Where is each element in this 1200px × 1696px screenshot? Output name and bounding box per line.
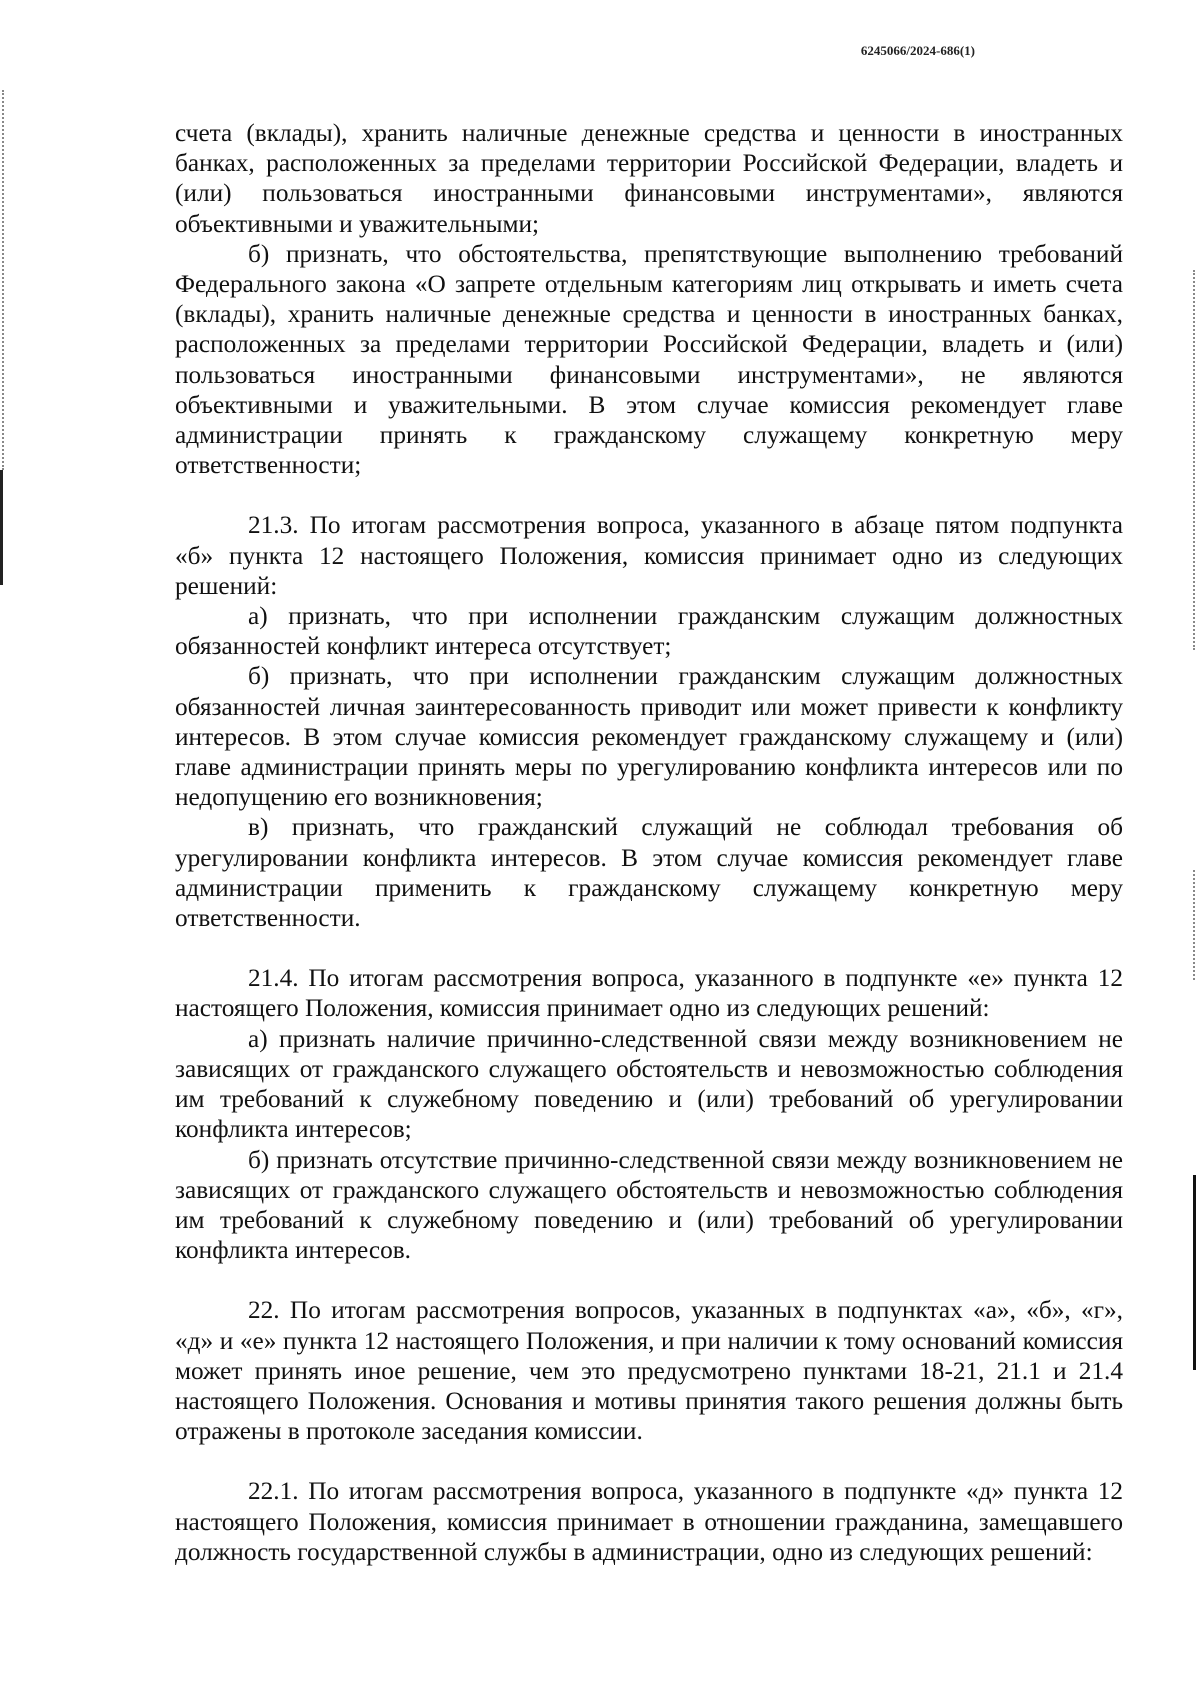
section-22-1: 22.1. По итогам рассмотрения вопроса, указанного в подпункте «д» пункта 12 настоящего Положения, комиссия принимает в отношении гражданина, замещавшего должность государственной службы в администрации, одно из следующих решений: <box>175 1477 1123 1566</box>
paragraph: б) признать, что обстоятельства, препятствующие выполнению требований Федерального закона «О запрете отдельным категориям лиц открывать и иметь счета (вклады), хранить наличные денежные средства и ценности в иностранных банках, расположенных за пределами территории Российской Федерации, владеть и (или) пользоваться иностранными финансовыми инструментами», не являются объективными и уважительными. В этом случае комиссия рекомендует главе администрации принять к гражданскому служащему конкретную меру ответственности; <box>175 239 1123 480</box>
paragraph: а) признать, что при исполнении гражданским служащим должностных обязанностей конфликт интереса отсутствует; <box>175 602 1123 661</box>
scan-dots-right-lower <box>1193 870 1197 980</box>
paragraph: б) признать, что при исполнении гражданским служащим должностных обязанностей личная заинтересованность приводит или может привести к конфликту интересов. В этом случае комиссия рекомендует гражданскому служащему и (или) главе администрации принять меры по урегулированию конфликта интересов или по недопущению его возникновения; <box>175 662 1123 812</box>
scan-dots-right <box>1193 270 1197 650</box>
document-body <box>175 118 1123 1567</box>
paragraph: б) признать отсутствие причинно-следственной связи между возникновением не зависящих от гражданского служащего обстоятельств и невозможностью соблюдения им требований к служебному поведению и (или) требований об урегулировании конфликта интересов. <box>175 1145 1123 1265</box>
scan-edge-right <box>1193 1175 1196 1370</box>
scan-edge-left <box>0 470 3 585</box>
paragraph: счета (вклады), хранить наличные денежные средства и ценности в иностранных банках, расположенных за пределами территории Российской Федерации, владеть и (или) пользоваться иностранными финансовыми инструментами», являются объективными и уважительными; <box>175 119 1123 238</box>
paragraph: а) признать наличие причинно-следственной связи между возникновением не зависящих от гражданского служащего обстоятельств и невозможностью соблюдения им требований к служебному поведению и (или) требований об урегулировании конфликта интересов; <box>175 1024 1123 1144</box>
section-21-4: 21.4. По итогам рассмотрения вопроса, указанного в подпункте «е» пункта 12 настоящего Положения, комиссия принимает одно из следующих решений: <box>175 964 1123 1023</box>
scan-dots-left <box>2 90 6 470</box>
document-number: 6245066/2024-686(1) <box>860 43 975 58</box>
section-21-3: 21.3. По итогам рассмотрения вопроса, указанного в абзаце пятом подпункта «б» пункта 12 настоящего Положения, комиссия принимает одно из следующих решений: <box>175 511 1123 600</box>
paragraph: в) признать, что гражданский служащий не соблюдал требования об урегулировании конфликта интересов. В этом случае комиссия рекомендует главе администрации применить к гражданскому служащему конкретную меру ответственности. <box>175 813 1123 933</box>
section-22: 22. По итогам рассмотрения вопросов, указанных в подпунктах «а», «б», «г», «д» и «е» пункта 12 настоящего Положения, и при наличии к тому оснований комиссия может принять иное решение, чем это предусмотрено пунктами 18-21, 21.1 и 21.4 настоящего Положения. Основания и мотивы принятия такого решения должны быть отражены в протоколе заседания комиссии. <box>175 1296 1123 1446</box>
